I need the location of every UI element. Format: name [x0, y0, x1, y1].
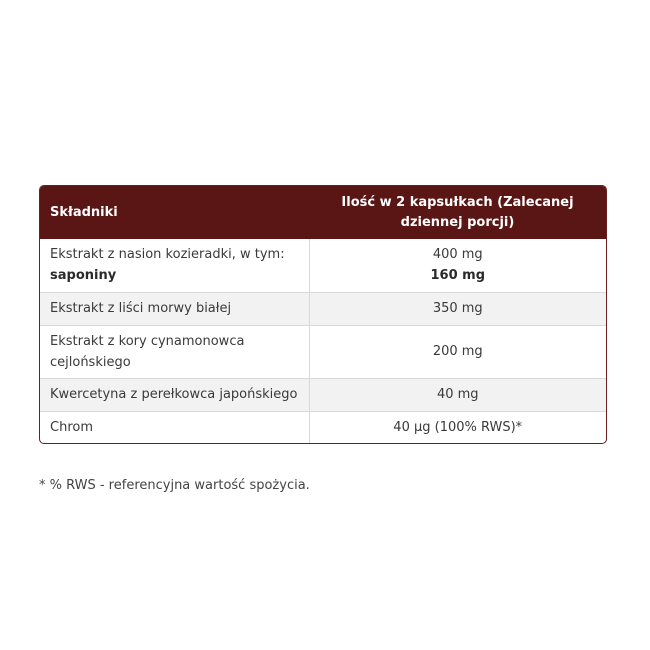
table-row [40, 292, 606, 325]
ingredient-name: Chrom [40, 411, 309, 443]
ingredients-table [39, 185, 607, 444]
amount-value: 40 µg (100% RWS)* [393, 419, 523, 435]
amount-value: 400 mg [432, 247, 483, 263]
table-header-row [40, 186, 606, 239]
header-amount: Ilość w 2 kapsułkach (Zalecanej dziennej porcji) [341, 194, 574, 230]
table-row [40, 411, 606, 443]
table-body [40, 239, 606, 443]
ingredient-name: Kwercetyna z perełkowca japońskiego [40, 378, 309, 411]
amount-value: 350 mg [432, 301, 483, 316]
ingredient-name: Ekstrakt z liści morwy białej [40, 292, 309, 325]
table-row [40, 325, 606, 378]
ingredient-sub-name: saponiny [50, 268, 117, 284]
ingredient-cell [40, 239, 309, 292]
table-row [40, 239, 606, 292]
table-header [40, 186, 606, 239]
ingredients-table-grid [40, 186, 606, 443]
footnote: * % RWS - referencyjna wartość spożycia. [39, 478, 310, 493]
ingredient-name: Ekstrakt z kory cynamonowca cejlońskiego [40, 325, 309, 378]
ingredient-name: Ekstrakt z nasion kozieradki, w tym: [50, 247, 285, 263]
amount-value: 200 mg [432, 344, 483, 359]
table-row [40, 378, 606, 411]
amount-sub-value: 160 mg [430, 268, 485, 284]
amount-value: 40 mg [436, 387, 479, 402]
header-ingredient: Składniki [50, 204, 118, 220]
amount-cell [309, 239, 606, 292]
